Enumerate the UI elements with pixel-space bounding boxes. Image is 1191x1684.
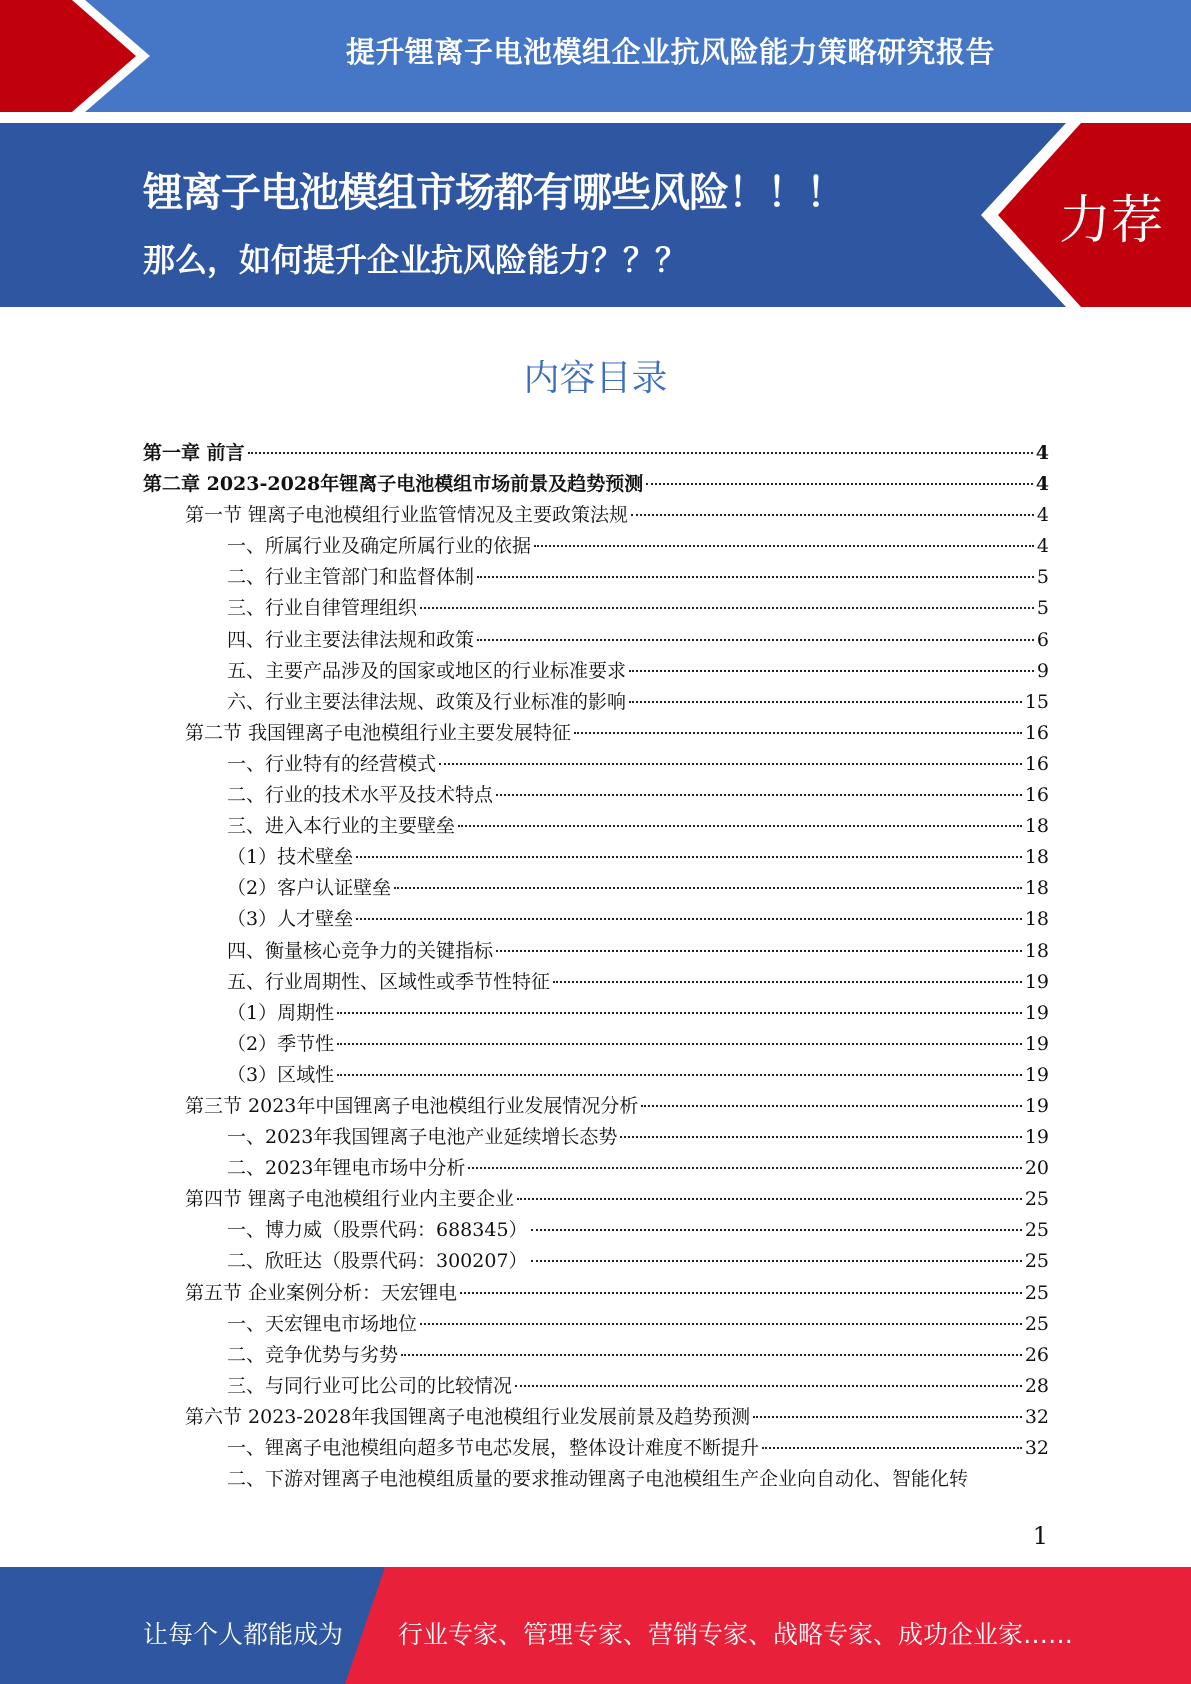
toc-entry-page: 26 bbox=[1024, 1343, 1049, 1366]
toc-entry-title: （3）人才壁垒 bbox=[227, 908, 354, 931]
toc-leader-dots bbox=[468, 1167, 1021, 1169]
toc-leader-dots bbox=[531, 1229, 1022, 1231]
toc-entry[interactable] bbox=[143, 811, 1049, 842]
toc-entry[interactable] bbox=[143, 749, 1049, 780]
toc-entry-page: 25 bbox=[1024, 1281, 1049, 1304]
toc-entry[interactable] bbox=[143, 1029, 1049, 1060]
toc-entry-title: 三、与同行业可比公司的比较情况 bbox=[227, 1374, 513, 1397]
toc-entry[interactable] bbox=[143, 1278, 1049, 1309]
toc-entry-page: 4 bbox=[1036, 535, 1049, 558]
toc-entry[interactable] bbox=[143, 531, 1049, 562]
toc-entry-title: （3）区域性 bbox=[227, 1063, 335, 1086]
toc-entry-page: 16 bbox=[1024, 752, 1049, 775]
toc-entry-title: 一、2023年我国锂离子电池产业延续增长态势 bbox=[227, 1126, 618, 1149]
toc-entry[interactable] bbox=[143, 1122, 1049, 1153]
toc-entry[interactable] bbox=[143, 1340, 1049, 1371]
toc-entry[interactable] bbox=[143, 1246, 1049, 1277]
toc-entry[interactable] bbox=[143, 1184, 1049, 1215]
report-title: 提升锂离子电池模组企业抗风险能力策略研究报告 bbox=[345, 35, 995, 69]
toc-leader-dots bbox=[401, 1354, 1022, 1356]
toc-entry-page: 19 bbox=[1024, 1001, 1049, 1024]
toc-leader-dots bbox=[620, 1136, 1021, 1138]
toc-entry-title: 四、行业主要法律法规和政策 bbox=[227, 628, 475, 651]
toc-leader-dots bbox=[337, 1074, 1022, 1076]
toc-entry[interactable] bbox=[143, 1402, 1049, 1433]
toc-entry-title: 四、衡量核心竞争力的关键指标 bbox=[227, 939, 494, 962]
toc-entry-title: 五、主要产品涉及的国家或地区的行业标准要求 bbox=[227, 659, 627, 682]
top-banner bbox=[0, 0, 1191, 112]
toc-entry[interactable] bbox=[143, 936, 1049, 967]
toc-entry-title: 二、欣旺达（股票代码：300207） bbox=[227, 1250, 528, 1273]
toc-entry[interactable] bbox=[143, 718, 1049, 749]
toc-entry[interactable] bbox=[143, 562, 1049, 593]
toc-entry-page: 15 bbox=[1024, 690, 1049, 713]
toc-entry-page: 28 bbox=[1024, 1374, 1049, 1397]
toc-entry-title: 一、锂离子电池模组向超多节电芯发展，整体设计难度不断提升 bbox=[227, 1437, 760, 1459]
toc-leader-dots bbox=[439, 763, 1022, 765]
toc-entry-title: 第四节 锂离子电池模组行业内主要企业 bbox=[185, 1188, 515, 1211]
footer bbox=[0, 1567, 1191, 1684]
toc-leader-dots bbox=[496, 950, 1022, 952]
toc-leader-dots bbox=[574, 732, 1022, 734]
toc-heading: 内容目录 bbox=[523, 358, 668, 399]
toc-entry-title: 二、下游对锂离子电池模组质量的要求推动锂离子电池模组生产企业向自动化、智能化转 bbox=[227, 1468, 969, 1491]
toc-entry-title: 二、行业的技术水平及技术特点 bbox=[227, 784, 494, 807]
subheadline: 那么，如何提升企业抗风险能力？？？ bbox=[143, 241, 688, 279]
hero-banner bbox=[0, 123, 1191, 307]
toc-leader-dots bbox=[531, 1260, 1022, 1262]
toc-entry-title: 第三节 2023年中国锂离子电池模组行业发展情况分析 bbox=[185, 1094, 639, 1117]
toc-entry-page: 19 bbox=[1024, 1094, 1049, 1117]
toc-entry-title: （1）周期性 bbox=[227, 1001, 335, 1024]
toc-entry[interactable] bbox=[143, 1215, 1049, 1246]
toc-entry[interactable] bbox=[143, 469, 1049, 500]
toc-entry[interactable] bbox=[143, 593, 1049, 624]
toc-leader-dots bbox=[631, 514, 1034, 516]
toc-entry[interactable] bbox=[143, 625, 1049, 656]
toc-entry-title: 六、行业主要法律法规、政策及行业标准的影响 bbox=[227, 690, 627, 713]
toc-leader-dots bbox=[477, 576, 1034, 578]
toc-entry[interactable] bbox=[143, 1060, 1049, 1091]
toc-entry[interactable] bbox=[143, 842, 1049, 873]
toc-leader-dots bbox=[460, 1292, 1022, 1294]
table-of-contents bbox=[143, 438, 1049, 1495]
toc-entry-page: 18 bbox=[1024, 846, 1049, 869]
toc-entry[interactable] bbox=[143, 780, 1049, 811]
toc-entry-title: （2）季节性 bbox=[227, 1032, 335, 1055]
toc-entry-page: 5 bbox=[1036, 597, 1049, 620]
toc-entry-title: 二、行业主管部门和监督体制 bbox=[227, 566, 475, 589]
toc-entry[interactable] bbox=[143, 998, 1049, 1029]
toc-entry-title: 第一节 锂离子电池模组行业监管情况及主要政策法规 bbox=[185, 504, 629, 527]
toc-leader-dots bbox=[496, 794, 1022, 796]
toc-entry-title: 一、天宏锂电市场地位 bbox=[227, 1312, 418, 1335]
headline: 锂离子电池模组市场都有哪些风险！！！ bbox=[143, 170, 845, 216]
toc-entry-title: 五、行业周期性、区域性或季节性特征 bbox=[227, 970, 551, 993]
toc-entry-page: 16 bbox=[1024, 784, 1049, 807]
toc-leader-dots bbox=[356, 856, 1022, 858]
toc-entry-page: 19 bbox=[1024, 1126, 1049, 1149]
toc-leader-dots bbox=[248, 452, 1033, 454]
toc-entry-page: 32 bbox=[1024, 1437, 1049, 1459]
toc-entry-title: 一、所属行业及确定所属行业的依据 bbox=[227, 535, 532, 558]
toc-leader-dots bbox=[646, 483, 1033, 485]
toc-entry-page: 16 bbox=[1024, 721, 1049, 744]
toc-leader-dots bbox=[458, 825, 1022, 827]
toc-entry-page: 25 bbox=[1024, 1219, 1049, 1242]
toc-entry-title: （1）技术壁垒 bbox=[227, 846, 354, 869]
page-number: 1 bbox=[1032, 1522, 1048, 1550]
toc-leader-dots bbox=[629, 670, 1034, 672]
toc-leader-dots bbox=[553, 981, 1022, 983]
toc-entry-page: 25 bbox=[1024, 1312, 1049, 1335]
toc-leader-dots bbox=[517, 1198, 1022, 1200]
toc-entry[interactable] bbox=[143, 904, 1049, 935]
toc-entry[interactable] bbox=[143, 687, 1049, 718]
toc-entry-page: 20 bbox=[1024, 1157, 1049, 1180]
toc-entry-title: （2）客户认证壁垒 bbox=[227, 877, 392, 900]
toc-entry-page: 5 bbox=[1036, 566, 1049, 589]
toc-entry-title: 一、博力威（股票代码：688345） bbox=[227, 1219, 528, 1242]
toc-entry-page: 19 bbox=[1024, 1063, 1049, 1086]
toc-entry-title: 第六节 2023-2028年我国锂离子电池模组行业发展前景及趋势预测 bbox=[185, 1405, 751, 1428]
toc-entry-page: 4 bbox=[1035, 473, 1049, 496]
toc-entry-title: 第二章 2023-2028年锂离子电池模组市场前景及趋势预测 bbox=[143, 473, 644, 496]
toc-entry-page: 19 bbox=[1024, 970, 1049, 993]
toc-entry[interactable] bbox=[143, 1309, 1049, 1340]
toc-leader-dots bbox=[477, 639, 1034, 641]
toc-entry-page: 18 bbox=[1024, 908, 1049, 931]
toc-entry[interactable] bbox=[143, 500, 1049, 531]
toc-entry[interactable] bbox=[143, 656, 1049, 687]
toc-entry[interactable] bbox=[143, 1433, 1049, 1464]
toc-leader-dots bbox=[337, 1012, 1022, 1014]
toc-entry[interactable] bbox=[143, 1153, 1049, 1184]
footer-slogan-right: 行业专家、管理专家、营销专家、战略专家、成功企业家…… bbox=[398, 1620, 1074, 1649]
toc-leader-dots bbox=[534, 545, 1034, 547]
toc-entry-page: 18 bbox=[1024, 815, 1049, 838]
toc-entry-title: 二、2023年锂电市场中分析 bbox=[227, 1157, 466, 1180]
banner-divider bbox=[0, 112, 1191, 123]
toc-entry[interactable] bbox=[143, 1371, 1049, 1402]
toc-entry-page: 18 bbox=[1024, 877, 1049, 900]
toc-entry-page: 9 bbox=[1036, 659, 1049, 682]
toc-entry-title: 二、竞争优势与劣势 bbox=[227, 1343, 399, 1366]
toc-entry-page: 19 bbox=[1024, 1032, 1049, 1055]
toc-leader-dots bbox=[629, 701, 1022, 703]
toc-entry-page: 4 bbox=[1036, 504, 1049, 527]
toc-leader-dots bbox=[420, 1323, 1022, 1325]
toc-leader-dots bbox=[762, 1447, 1022, 1449]
toc-entry-title: 三、行业自律管理组织 bbox=[227, 597, 418, 620]
toc-leader-dots bbox=[515, 1385, 1022, 1387]
toc-entry-page: 32 bbox=[1024, 1405, 1049, 1428]
toc-entry-page: 25 bbox=[1024, 1250, 1049, 1273]
toc-entry-title: 一、行业特有的经营模式 bbox=[227, 752, 437, 775]
toc-leader-dots bbox=[356, 918, 1022, 920]
toc-entry[interactable] bbox=[143, 967, 1049, 998]
toc-entry-title: 第二节 我国锂离子电池模组行业主要发展特征 bbox=[185, 721, 572, 744]
toc-entry-page: 6 bbox=[1036, 628, 1049, 651]
toc-leader-dots bbox=[420, 607, 1034, 609]
recommend-badge: 力荐 bbox=[1058, 191, 1163, 251]
toc-entry[interactable] bbox=[143, 438, 1049, 469]
toc-entry-title: 第一章 前言 bbox=[143, 442, 245, 464]
toc-entry-title: 第五节 企业案例分析：天宏锂电 bbox=[185, 1281, 458, 1304]
toc-entry[interactable] bbox=[143, 1091, 1049, 1122]
top-red-chevron bbox=[0, 0, 150, 112]
toc-entry-page: 18 bbox=[1024, 939, 1049, 962]
toc-leader-dots bbox=[753, 1416, 1022, 1418]
toc-entry[interactable] bbox=[143, 873, 1049, 904]
toc-leader-dots bbox=[641, 1105, 1021, 1107]
toc-entry-title: 三、进入本行业的主要壁垒 bbox=[227, 815, 456, 838]
toc-entry-page: 4 bbox=[1035, 442, 1049, 464]
footer-slogan-left: 让每个人都能成为 bbox=[143, 1620, 344, 1649]
toc-entry-page: 25 bbox=[1024, 1188, 1049, 1211]
toc-entry[interactable] bbox=[143, 1464, 1049, 1495]
toc-leader-dots bbox=[337, 1043, 1022, 1045]
toc-leader-dots bbox=[394, 887, 1022, 889]
